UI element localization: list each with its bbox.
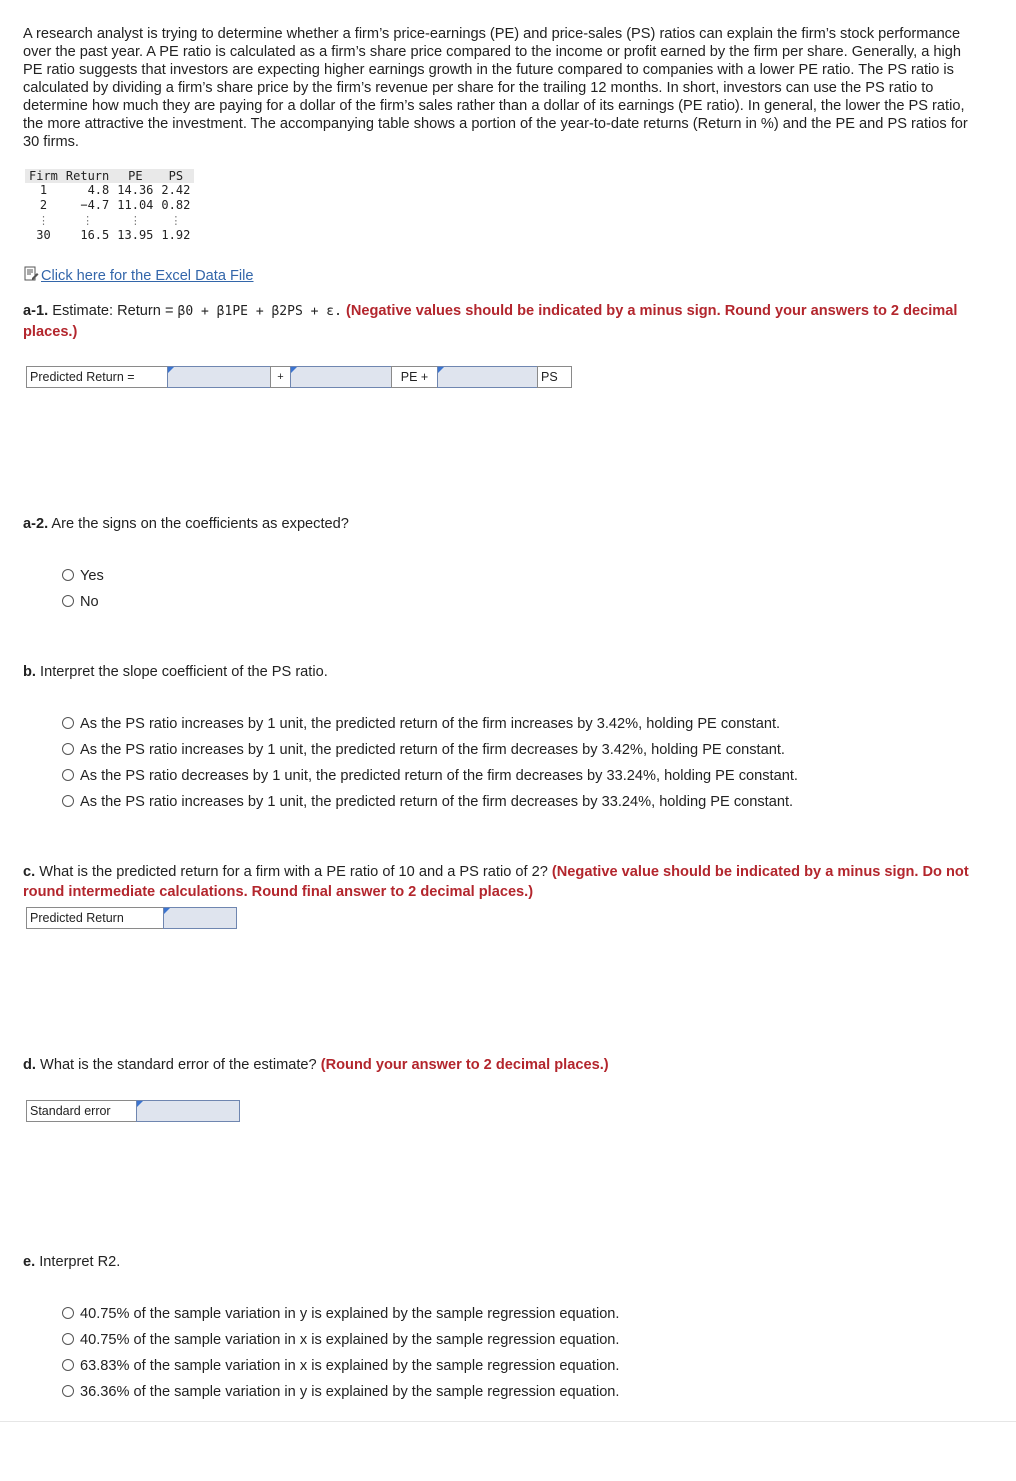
question-number: d. <box>23 1057 36 1073</box>
radio-circle-icon[interactable] <box>62 717 74 729</box>
cell: ⋮ <box>170 214 182 227</box>
table-row <box>25 228 194 243</box>
input-flag-icon <box>137 1101 143 1107</box>
radio-option-b4[interactable] <box>62 793 793 811</box>
question-number: e. <box>23 1254 36 1270</box>
beta0-input[interactable] <box>167 366 271 388</box>
radio-circle-icon[interactable] <box>62 769 74 781</box>
option-label: No <box>80 594 99 610</box>
data-table <box>25 169 194 243</box>
col-ps: PS <box>157 169 194 183</box>
table-row-ellipsis <box>25 213 194 228</box>
instruction-note: (Negative values should be indicated by a minus sign. Round your answers to 2 decimal places.) <box>23 303 958 340</box>
intro-paragraph: A research analyst is trying to determine whether a firm’s price-earnings (PE) and price-sales (PS) ratios can explain the firm’s stock performance over the past year. A PE ratio is calculated as a firm’s share price compared to the income or profit earned by the firm per share. Generally, a high PE ratio suggests that investors are expecting higher earnings growth in the future compared to companies with a lower PE ratio. The PS ratio is calculated by dividing a firm’s share price by the firm’s revenue per share for the trailing 12 months. In short, investors can use the PS ratio to determine how much they are paying for a dollar of the firm’s sales rather than a dollar of its earnings (PE ratio). In general, the lower the PS ratio, the more attractive the investment. The accompanying table shows a portion of the year-to-date returns (Return in %) and the PE and PS ratios for 30 firms. <box>23 26 968 150</box>
predicted-return-label: Predicted Return = <box>26 366 168 388</box>
question-b <box>23 662 983 682</box>
cell: 2 <box>39 198 48 212</box>
option-label: As the PS ratio increases by 1 unit, the predicted return of the firm decreases by 3.42%, holding PE constant. <box>80 742 785 758</box>
radio-circle-icon[interactable] <box>62 1307 74 1319</box>
radio-circle-icon[interactable] <box>62 1333 74 1345</box>
radio-circle-icon[interactable] <box>62 743 74 755</box>
question-number: a-2. <box>23 516 49 532</box>
predicted-return-c-label: Predicted Return <box>26 907 164 929</box>
radio-option-yes[interactable] <box>62 567 104 585</box>
cell: 30 <box>36 228 51 242</box>
radio-option-b3[interactable] <box>62 767 798 785</box>
input-flag-icon <box>291 367 297 373</box>
question-a1 <box>23 301 983 342</box>
question-d <box>23 1055 983 1075</box>
option-label: As the PS ratio increases by 1 unit, the predicted return of the firm decreases by 33.24%, holding PE constant. <box>80 794 794 810</box>
question-text: What is the predicted return for a firm with a PE ratio of 10 and a PS ratio of 2? <box>39 864 548 880</box>
option-label: 40.75% of the sample variation in x is explained by the sample regression equation. <box>80 1332 620 1348</box>
excel-file-icon <box>23 266 39 282</box>
question-number: a-1. <box>23 303 49 319</box>
question-number: c. <box>23 864 36 880</box>
question-text: Interpret R2. <box>39 1254 121 1270</box>
question-text: What is the standard error of the estimate? <box>40 1057 317 1073</box>
cell: −4.7 <box>80 198 110 212</box>
input-flag-icon <box>168 367 174 373</box>
question-number: b. <box>23 664 36 680</box>
table-header-row <box>25 169 194 183</box>
input-flag-icon <box>438 367 444 373</box>
regression-formula: β0 + β1PE + β2PS + ε. <box>177 304 342 319</box>
question-text: Are the signs on the coefficients as expected? <box>51 516 349 532</box>
standard-error-input[interactable] <box>136 1100 240 1122</box>
option-label: As the PS ratio decreases by 1 unit, the predicted return of the firm decreases by 33.24%, holding PE constant. <box>80 768 798 784</box>
question-c <box>23 862 983 902</box>
pe-plus-label: PE + <box>391 366 438 388</box>
instruction-note: (Round your answer to 2 decimal places.) <box>320 1057 609 1073</box>
cell: ⋮ <box>129 214 141 227</box>
question-a2 <box>23 514 983 534</box>
cell: 11.04 <box>117 198 154 212</box>
radio-option-b2[interactable] <box>62 741 785 759</box>
option-label: 40.75% of the sample variation in y is explained by the sample regression equation. <box>80 1306 620 1322</box>
cell: 16.5 <box>80 228 110 242</box>
question-text: Estimate: Return = <box>52 303 178 319</box>
excel-data-link[interactable] <box>23 266 254 284</box>
predicted-return-input[interactable] <box>163 907 237 929</box>
cell: ⋮ <box>37 214 49 227</box>
plus-label: + <box>270 366 291 388</box>
radio-option-e1[interactable] <box>62 1305 619 1323</box>
option-label: 36.36% of the sample variation in y is explained by the sample regression equation. <box>80 1384 620 1400</box>
radio-circle-icon[interactable] <box>62 595 74 607</box>
cell: 1 <box>39 183 48 197</box>
question-e <box>23 1252 983 1272</box>
option-label: As the PS ratio increases by 1 unit, the predicted return of the firm increases by 3.42%, holding PE constant. <box>80 716 781 732</box>
instruction-note: (Negative value should be indicated by a minus sign. Do not round intermediate calculations. Round final answer to 2 decimal places.) <box>23 864 969 900</box>
table-row <box>25 183 194 198</box>
col-return: Return <box>62 169 113 183</box>
col-pe: PE <box>113 169 157 183</box>
cell: 4.8 <box>87 183 110 197</box>
option-label: 63.83% of the sample variation in x is explained by the sample regression equation. <box>80 1358 620 1374</box>
radio-circle-icon[interactable] <box>62 1359 74 1371</box>
input-flag-icon <box>164 908 170 914</box>
radio-option-no[interactable] <box>62 593 99 611</box>
radio-option-b1[interactable] <box>62 715 780 733</box>
cell: 2.42 <box>161 183 191 197</box>
radio-option-e2[interactable] <box>62 1331 619 1349</box>
standard-error-label: Standard error <box>26 1100 137 1122</box>
radio-circle-icon[interactable] <box>62 1385 74 1397</box>
table-row <box>25 198 194 213</box>
option-label: Yes <box>80 568 104 584</box>
beta2-input[interactable] <box>437 366 538 388</box>
beta1-input[interactable] <box>290 366 392 388</box>
radio-circle-icon[interactable] <box>62 569 74 581</box>
cell: 1.92 <box>161 228 191 242</box>
radio-circle-icon[interactable] <box>62 795 74 807</box>
cell: 14.36 <box>117 183 154 197</box>
ps-label: PS <box>537 366 572 388</box>
bottom-divider <box>0 1421 1016 1422</box>
col-firm: Firm <box>25 169 62 183</box>
cell: 0.82 <box>161 198 191 212</box>
excel-link-text: Click here for the Excel Data File <box>41 268 254 284</box>
question-text: Interpret the slope coefficient of the PS ratio. <box>40 664 328 680</box>
cell: 13.95 <box>117 228 154 242</box>
cell: ⋮ <box>82 214 94 227</box>
radio-option-e4[interactable] <box>62 1383 619 1401</box>
radio-option-e3[interactable] <box>62 1357 619 1375</box>
